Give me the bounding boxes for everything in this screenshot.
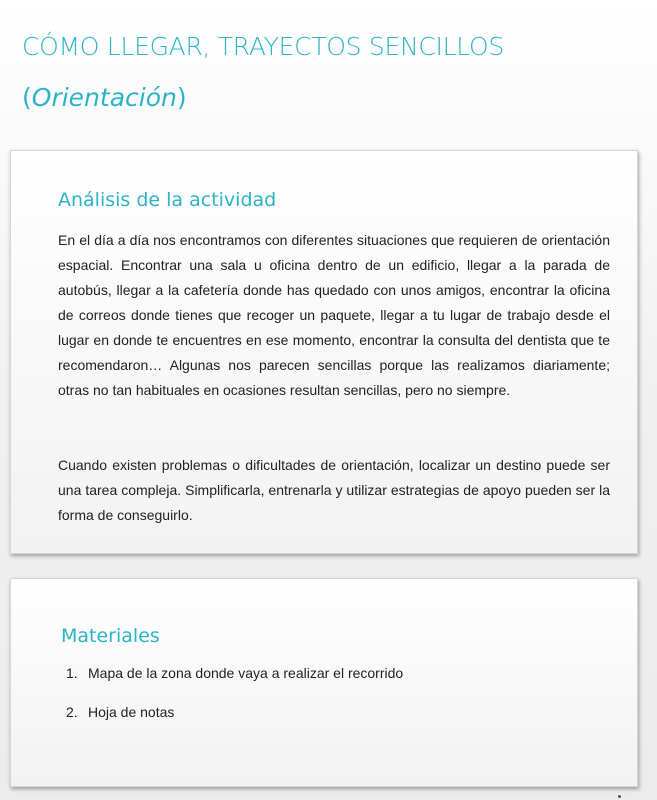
- page-subtitle: [22, 81, 637, 115]
- materials-card: [10, 578, 638, 787]
- list-item-text: Hoja de notas: [88, 704, 175, 720]
- corner-dot: [618, 795, 621, 798]
- list-item-number: 1.: [66, 665, 78, 681]
- analysis-paragraph-1: En el día a día nos encontramos con diferentes situaciones que requieren de orientación espacial. Encontrar una sala u oficina dentro de un edificio, llegar a la parada de autobús, llegar a la cafetería donde has quedado con unos amigos, encontrar la oficina de correos donde tienes que recoger un paquete, llegar a tu lugar de trabajo desde el lugar en donde te encuentres en ese momento, encontrar la consulta del dentista que te recomendaron… Algunas nos parecen sencillas porque las realizamos diariamente; otras no tan habituales en ocasiones resultan sencillas, pero no siempre.: [58, 232, 610, 398]
- analysis-paragraph-2: Cuando existen problemas o dificultades de orientación, localizar un destino puede ser una tarea compleja. Simplificarla, entrenarla y utilizar estrategias de apoyo pueden ser la forma de conseguirlo.: [58, 457, 610, 523]
- list-item: [66, 662, 403, 701]
- materials-heading: Materiales: [61, 625, 160, 647]
- list-item-text: Mapa de la zona donde vaya a realizar el recorrido: [88, 665, 404, 681]
- page-title: CÓMO LLEGAR, TRAYECTOS SENCILLOS: [22, 32, 504, 61]
- list-item: [66, 701, 403, 740]
- list-item-number: 2.: [66, 704, 78, 720]
- materials-list: [66, 662, 403, 740]
- subtitle-italic: Orientación: [31, 83, 177, 112]
- analysis-heading: Análisis de la actividad: [58, 189, 277, 211]
- page-header: [22, 30, 637, 115]
- subtitle-close-paren: ): [176, 83, 187, 112]
- subtitle-open-paren: (: [22, 83, 32, 112]
- analysis-card: [10, 150, 638, 554]
